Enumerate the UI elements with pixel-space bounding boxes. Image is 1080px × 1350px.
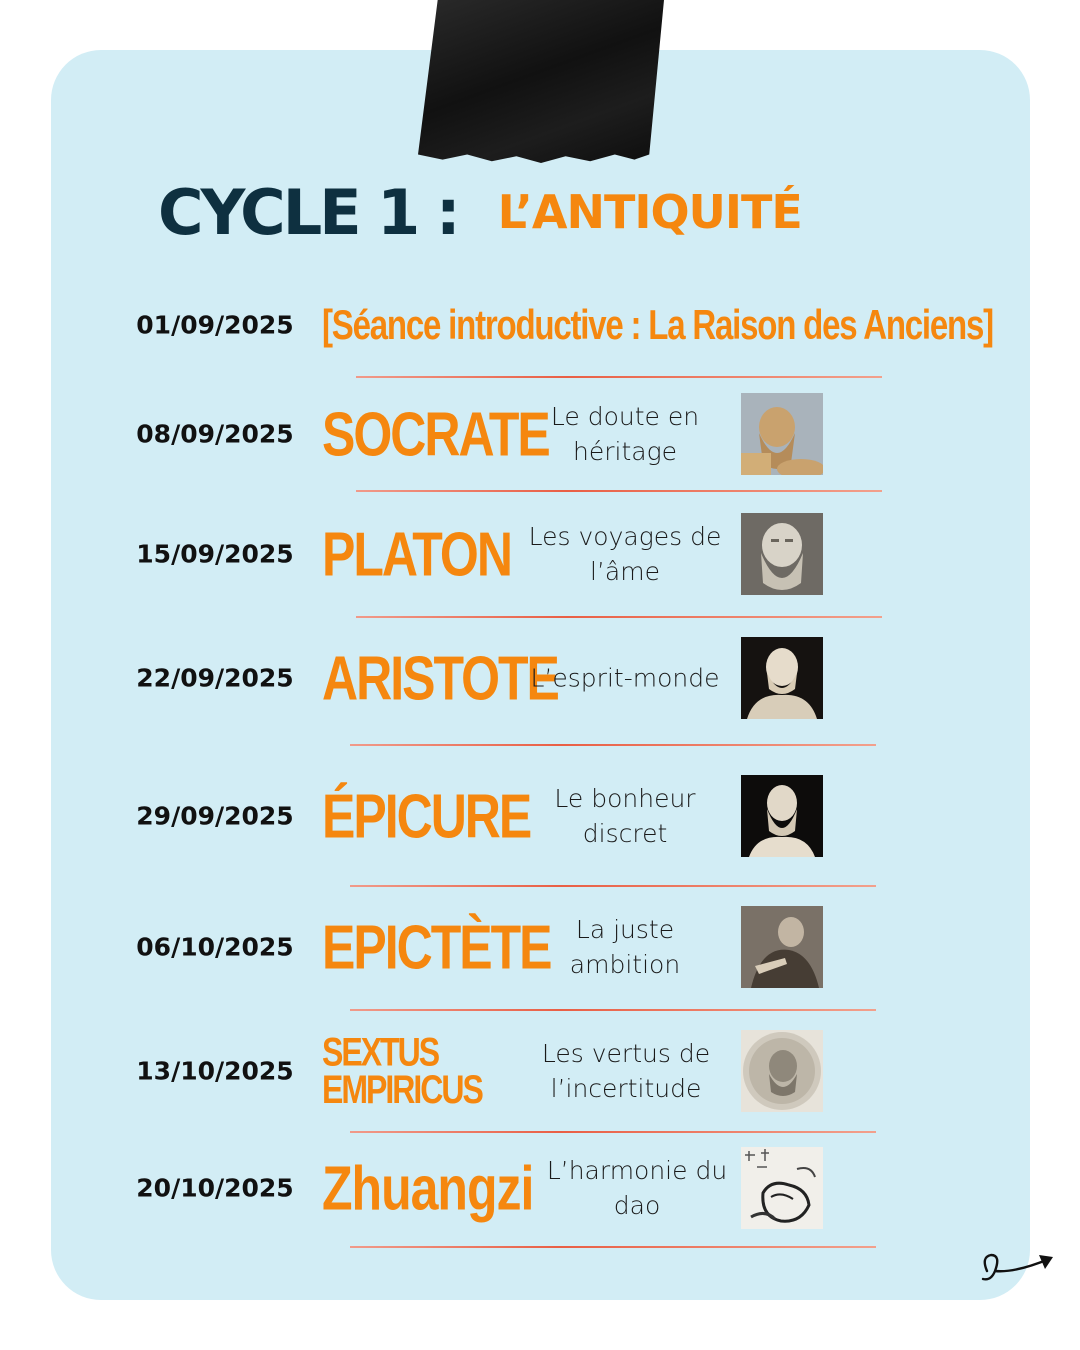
portrait-sextus-image	[741, 1030, 823, 1112]
portrait-socrates-image	[741, 393, 823, 475]
cycle-number: CYCLE 1 :	[158, 175, 458, 249]
session-row-sextus	[0, 1021, 1080, 1121]
session-row-socrate	[0, 384, 1080, 484]
session-theme: Le doute en héritage	[550, 402, 700, 466]
session-row-platon	[0, 504, 1080, 604]
separator	[350, 1131, 876, 1133]
philosopher-name: SOCRATE	[322, 399, 549, 469]
portrait-epictetus-image	[741, 906, 823, 988]
separator	[350, 885, 876, 887]
portrait-epicurus-image	[741, 775, 823, 857]
portrait-aristotle-image	[741, 637, 823, 719]
swipe-arrow-icon	[975, 1245, 1057, 1292]
session-date: 20/10/2025	[136, 1173, 294, 1203]
separator	[350, 1246, 876, 1248]
separator	[356, 616, 882, 618]
session-date: 15/09/2025	[136, 539, 294, 569]
philosopher-name: Zhuangzi	[322, 1153, 534, 1223]
session-date: 01/09/2025	[136, 310, 294, 340]
session-row-epicure	[0, 766, 1080, 866]
portrait-zhuangzi-image	[741, 1147, 823, 1229]
session-theme: Les voyages de l’âme	[528, 522, 722, 586]
separator	[350, 744, 876, 746]
intro-row	[0, 295, 1080, 355]
philosopher-name: SEXTUS EMPIRICUS	[322, 1029, 482, 1113]
separator	[356, 490, 882, 492]
philosopher-name: PLATON	[322, 519, 511, 589]
session-date: 08/09/2025	[136, 419, 294, 449]
separator	[350, 1009, 876, 1011]
cycle-title	[158, 172, 802, 252]
session-date: 13/10/2025	[136, 1056, 294, 1086]
philosopher-name: ARISTOTE	[322, 643, 558, 713]
session-row-epictete	[0, 897, 1080, 997]
session-row-zhuangzi	[0, 1138, 1080, 1238]
session-theme: Les vertus de l’incertitude	[541, 1039, 711, 1103]
session-theme: L’esprit-monde	[530, 663, 720, 693]
portrait-plato-image	[741, 513, 823, 595]
session-theme: Le bonheur discret	[554, 784, 696, 848]
philosopher-name: EPICTÈTE	[322, 912, 551, 982]
intro-label: [Séance introductive : La Raison des Anciens]	[322, 301, 993, 348]
cycle-theme: L’ANTIQUITÉ	[497, 185, 802, 239]
tape-decoration	[418, 0, 664, 168]
session-theme: L’harmonie du dao	[546, 1156, 728, 1220]
philosopher-name: ÉPICURE	[322, 781, 531, 851]
session-date: 22/09/2025	[136, 663, 294, 693]
session-theme: La juste ambition	[569, 915, 681, 979]
session-date: 06/10/2025	[136, 932, 294, 962]
session-date: 29/09/2025	[136, 801, 294, 831]
session-row-aristote	[0, 628, 1080, 728]
separator	[356, 376, 882, 378]
